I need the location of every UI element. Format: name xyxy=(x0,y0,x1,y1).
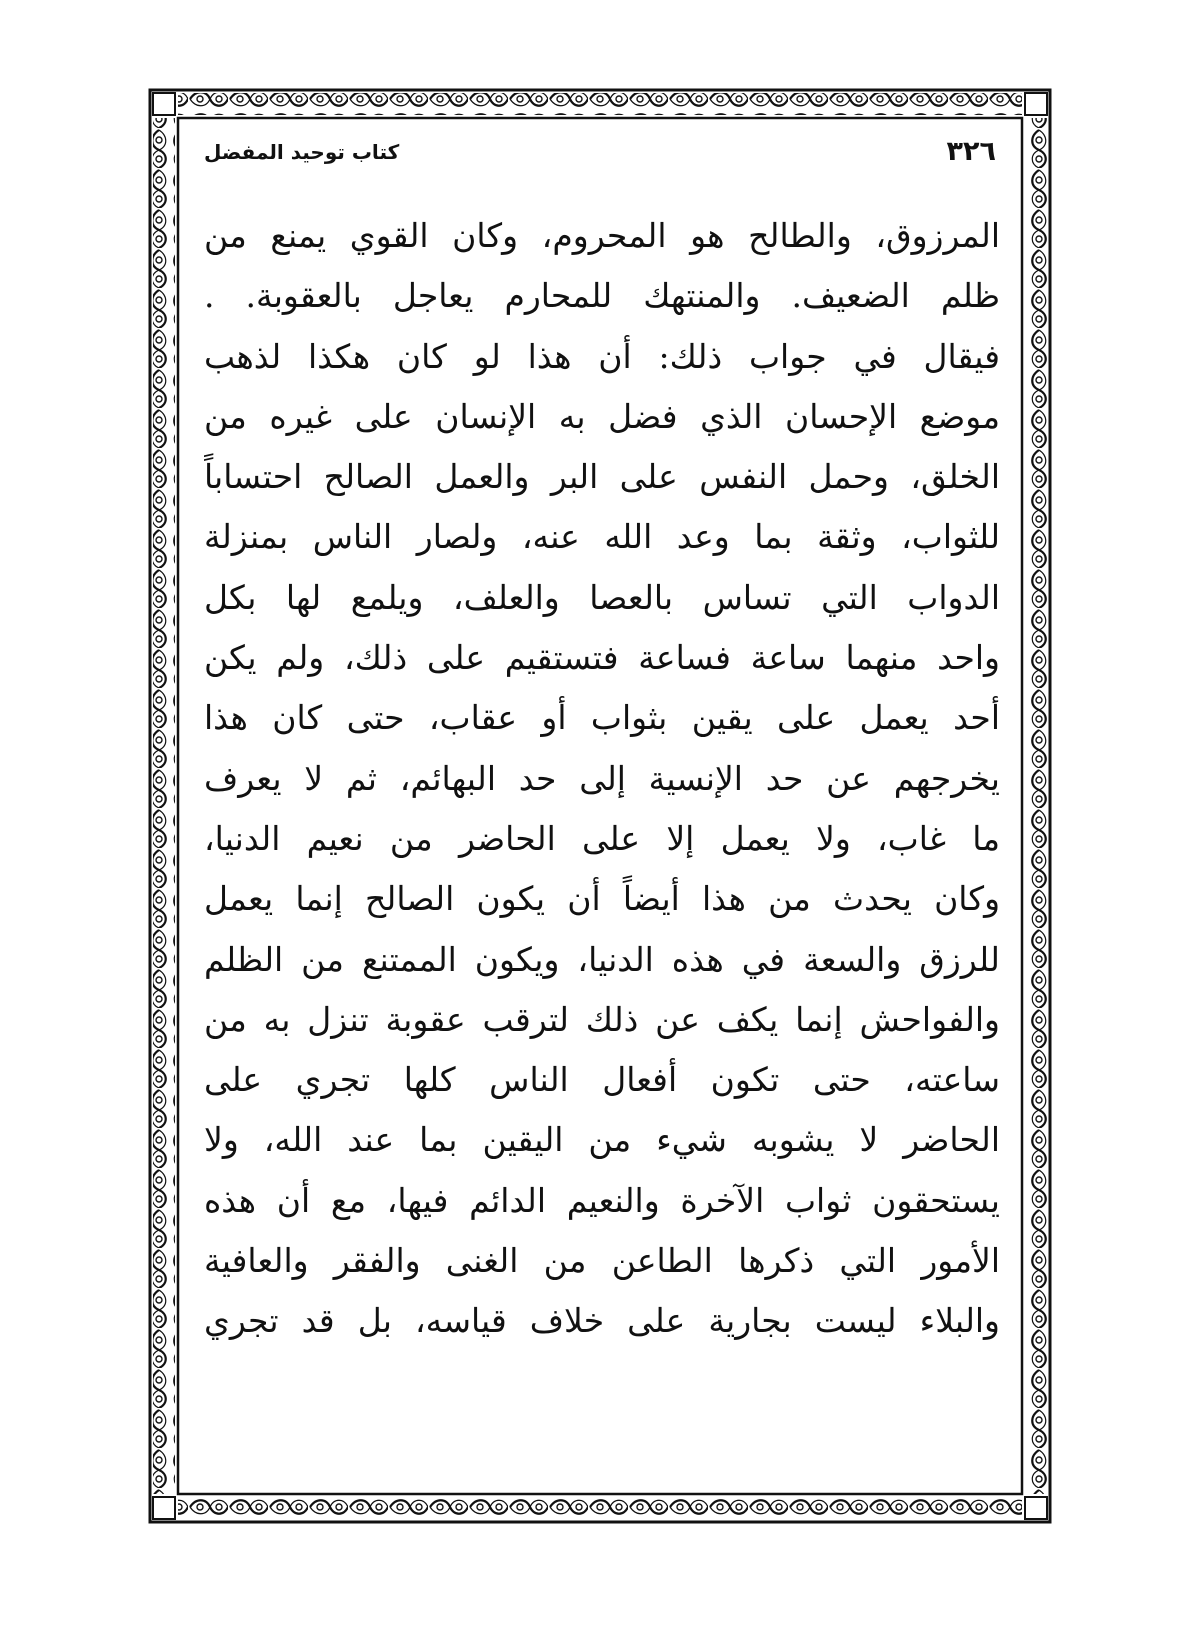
text-line: موضع الإحسان الذي فضل به الإنسان على غيره من xyxy=(204,396,1000,436)
page-number: ٣٢٦ xyxy=(946,136,996,167)
text-line: للرزق والسعة في هذه الدنيا، ويكون الممتنع من الظلم xyxy=(204,939,1000,979)
text-line: يخرجهم عن حد الإنسية إلى حد البهائم، ثم لا يعرف xyxy=(204,758,1000,798)
text-line: ما غاب، ولا يعمل إلا على الحاضر من نعيم الدنيا، xyxy=(204,818,1000,858)
text-line: ساعته، حتى تكون أفعال الناس كلها تجري على xyxy=(204,1060,1000,1100)
text-line: للثواب، وثقة بما وعد الله عنه، ولصار الناس بمنزلة xyxy=(204,517,1000,557)
text-line: المرزوق، والطالح هو المحروم، وكان القوي يمنع من xyxy=(204,216,1000,255)
page-header xyxy=(204,134,996,174)
text-line: يستحقون ثواب الآخرة والنعيم الدائم فيها، مع أن هذه xyxy=(204,1180,1000,1220)
text-line: وكان يحدث من هذا أيضاً أن يكون الصالح إنما يعمل xyxy=(204,879,1000,919)
text-line: ظلم الضعيف. والمنتهك للمحارم يعاجل بالعقوبة. . xyxy=(204,276,1000,316)
text-line: الأمور التي ذكرها الطاعن من الغنى والفقر والعافية xyxy=(204,1241,1000,1281)
body-text xyxy=(204,206,1000,1352)
page-frame xyxy=(148,88,1052,1524)
text-line: الحاضر لا يشوبه شيء من اليقين بما عند الله، ولا xyxy=(204,1120,1000,1160)
text-line: فيقال في جواب ذلك: أن هذا لو كان هكذا لذهب xyxy=(204,336,1000,376)
text-line: والبلاء ليست بجارية على خلاف قياسه، بل قد تجري xyxy=(204,1301,1000,1341)
text-line: واحد منهما ساعة فساعة فتستقيم على ذلك، ولم يكن xyxy=(204,638,1000,678)
running-title: كتاب توحيد المفضل xyxy=(204,140,400,164)
text-line: أحد يعمل على يقين بثواب أو عقاب، حتى كان هذا xyxy=(204,698,1000,738)
text-line: والفواحش إنما يكف عن ذلك لترقب عقوبة تنزل به من xyxy=(204,999,1000,1039)
text-line: الدواب التي تساس بالعصا والعلف، ويلمع لها بكل xyxy=(204,577,1000,617)
text-line: الخلق، وحمل النفس على البر والعمل الصالح احتساباً xyxy=(204,457,1000,497)
